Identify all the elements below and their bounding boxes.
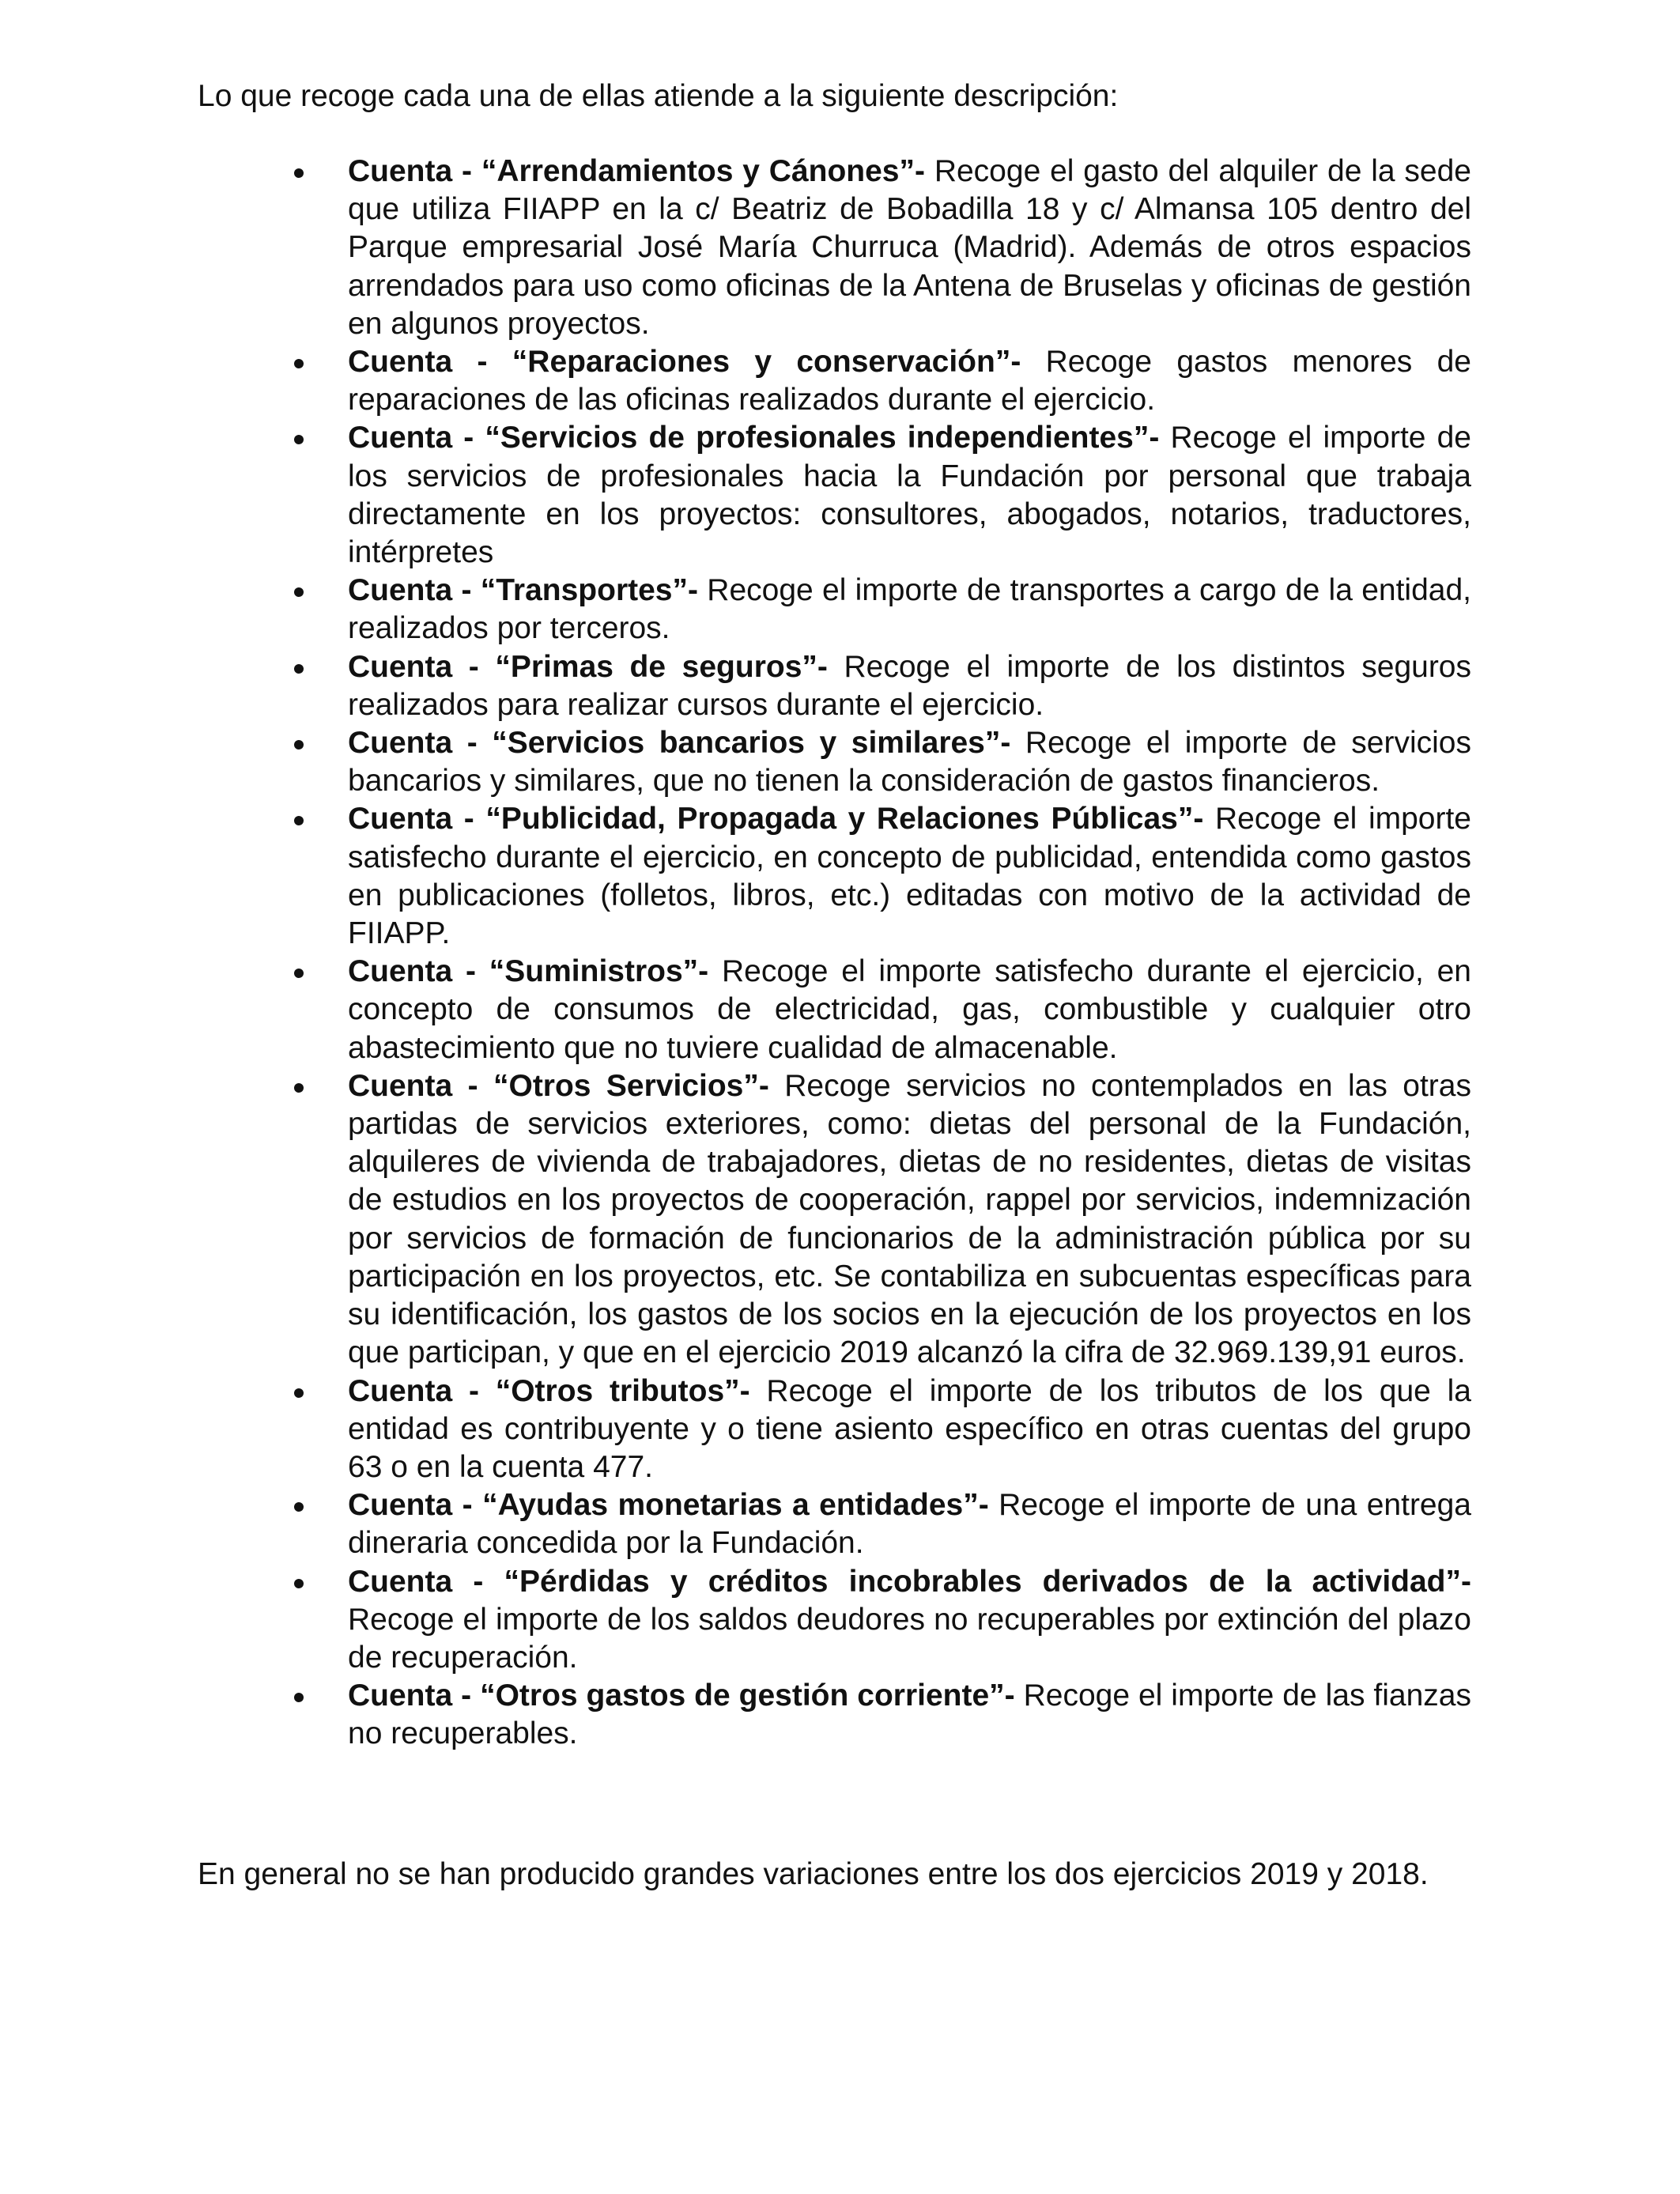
account-description: Recoge el importe de los saldos deudores no recuperables por extinción del plazo de recuperación. — [348, 1602, 1471, 1675]
bullet-icon — [294, 1388, 304, 1398]
list-item-primas-seguros — [198, 648, 1471, 724]
account-description: Recoge gastos menores de reparaciones de las oficinas realizados durante el ejercicio. — [348, 345, 1471, 417]
account-description: Recoge el importe satisfecho durante el ejercicio, en concepto de publicidad, entendida como gastos en publicaciones (folletos, libros, etc.) editadas con motivo de la actividad de FIIAPP. — [348, 802, 1471, 951]
account-title: Cuenta - “Servicios bancarios y similares”- — [348, 726, 1011, 761]
account-description: Recoge el importe de los servicios de profesionales hacia la Fundación por personal que trabaja directamente en los proyectos: consultores, abogados, notarios, traductores, intérpretes — [348, 421, 1471, 570]
list-item-servicios-bancarios — [198, 724, 1471, 800]
list-item-transportes — [198, 572, 1471, 648]
bullet-icon — [294, 359, 304, 368]
account-description: Recoge el importe de una entrega dineraria concedida por la Fundación. — [348, 1488, 1471, 1561]
list-item-otros-tributos — [198, 1373, 1471, 1487]
account-description: Recoge servicios no contemplados en las otras partidas de servicios exteriores, como: dietas del personal de la Fundación, alquileres de vivienda de trabajadores, dietas de no residentes, dietas de visitas de estudios en los proyectos de cooperación, rappel por servicios, indemnización por servicios de formación de funcionarios de la administración pública por su participación en los proyectos, etc. Se contabiliza en subcuentas específicas para su identificación, los gastos de los socios en la ejecución de los proyectos en los que participan, y que en el ejercicio 2019 alcanzó la cifra de 32.969.139,91 euros. — [348, 1068, 1471, 1370]
account-description: Recoge el gasto del alquiler de la sede que utiliza FIIAPP en la c/ Beatriz de Bobadilla 18 y c/ Almansa 105 dentro del Parque empresarial José María Churruca (Madrid). Además de otros espacios arrendados para uso como oficinas de la Antena de Bruselas y oficinas de gestión en algunos proyectos. — [348, 154, 1471, 341]
account-title: Cuenta - “Primas de seguros”- — [348, 649, 828, 684]
account-title: Cuenta - “Servicios de profesionales independientes”- — [348, 421, 1160, 455]
account-description: Recoge el importe de los distintos seguros realizados para realizar cursos durante el ejercicio. — [348, 649, 1471, 722]
list-item-perdidas-creditos — [198, 1563, 1471, 1678]
closing-paragraph: En general no se han producido grandes variaciones entre los dos ejercicios 2019 y 2018. — [198, 1857, 1429, 1891]
list-item-servicios-profesionales — [198, 419, 1471, 572]
list-item-suministros — [198, 953, 1471, 1067]
list-item-ayudas-monetarias — [198, 1486, 1471, 1562]
list-item-reparaciones — [198, 343, 1471, 419]
list-item-otros-servicios — [198, 1067, 1471, 1373]
account-description: Recoge el importe satisfecho durante el ejercicio, en concepto de consumos de electricidad, gas, combustible y cualquier otro abastecimiento que no tuviere cualidad de almacenable. — [348, 954, 1471, 1065]
account-title: Cuenta - “Transportes”- — [348, 573, 698, 608]
bullet-icon — [294, 168, 304, 178]
account-title: Cuenta - “Otros gastos de gestión corriente”- — [348, 1679, 1015, 1713]
bullet-icon — [294, 1693, 304, 1702]
account-title: Cuenta - “Arrendamientos y Cánones”- — [348, 154, 925, 188]
account-title: Cuenta - “Otros Servicios”- — [348, 1068, 769, 1103]
account-title: Cuenta - “Ayudas monetarias a entidades”- — [348, 1488, 989, 1523]
list-item-publicidad — [198, 800, 1471, 953]
bullet-icon — [294, 816, 304, 825]
bullet-icon — [294, 1502, 304, 1512]
bullet-icon — [294, 1083, 304, 1093]
account-description: Recoge el importe de las fianzas no recuperables. — [348, 1679, 1471, 1751]
account-description: Recoge el importe de servicios bancarios y similares, que no tienen la consideración de gastos financieros. — [348, 726, 1471, 799]
bullet-icon — [294, 1579, 304, 1588]
bullet-icon — [294, 740, 304, 750]
account-title: Cuenta - “Suministros”- — [348, 954, 709, 989]
account-description: Recoge el importe de los tributos de los que la entidad es contribuyente y o tiene asiento específico en otras cuentas del grupo 63 o en la cuenta 477. — [348, 1373, 1471, 1484]
account-title: Cuenta - “Publicidad, Propagada y Relaciones Públicas”- — [348, 802, 1204, 836]
list-item-otros-gastos-gestion — [198, 1677, 1471, 1753]
bullet-icon — [294, 969, 304, 978]
list-item-arrendamientos — [198, 153, 1471, 343]
account-description-list — [198, 153, 1471, 1754]
bullet-icon — [294, 664, 304, 674]
bullet-icon — [294, 587, 304, 597]
account-title: Cuenta - “Reparaciones y conservación”- — [348, 345, 1021, 380]
intro-paragraph: Lo que recoge cada una de ellas atiende a la siguiente descripción: — [198, 79, 1119, 113]
account-title: Cuenta - “Pérdidas y créditos incobrables derivados de la actividad”- — [348, 1564, 1471, 1599]
account-description: Recoge el importe de transportes a cargo de la entidad, realizados por terceros. — [348, 573, 1471, 646]
bullet-icon — [294, 435, 304, 444]
account-title: Cuenta - “Otros tributos”- — [348, 1373, 750, 1408]
